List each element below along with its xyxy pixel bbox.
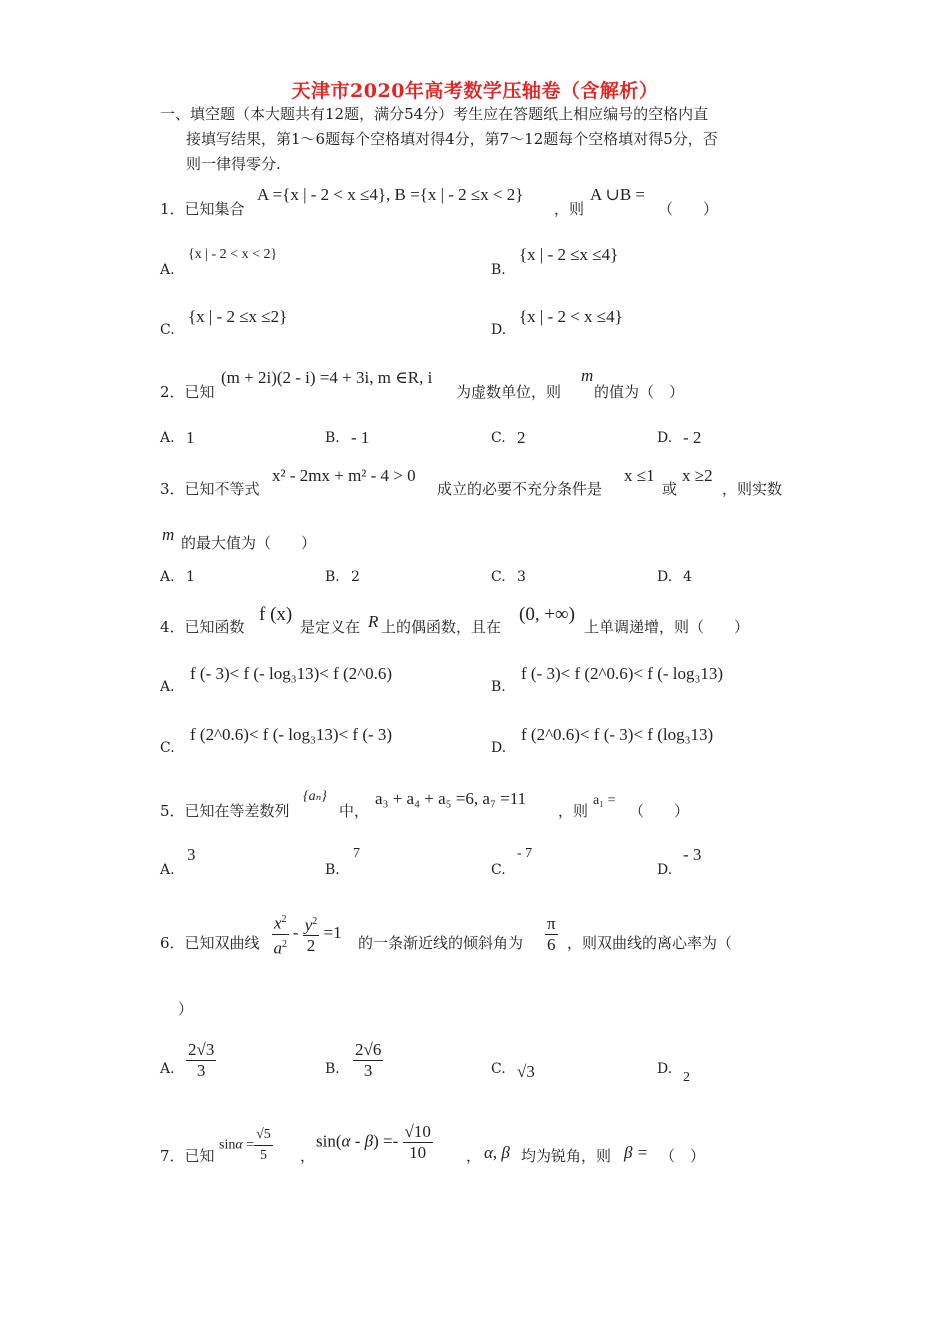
q4-option-c: f (2^0.6)< f (- log₃13)< f (- 3) [190,725,393,744]
question-6-prefix: 6．已知双曲线 [160,934,260,952]
question-1-prefix: 1．已知集合 [160,200,245,218]
question-4-math: f (x) [259,604,293,625]
question-5-math: {aₙ} [303,789,327,804]
q2-option-d: - 2 [683,428,702,447]
question-2-math: (m + 2i)(2 - i) =4 + 3i, m ∈R, i [221,368,433,387]
q1-option-b: {x | - 2 ≤x ≤4} [519,245,619,264]
q3-option-b: 2 [351,569,360,585]
question-3-math: x² - 2mx + m² - 4 > 0 [272,466,416,485]
q4-option-b: f (- 3)< f (2^0.6)< f (- log₃13) [521,664,724,683]
question-7-math: sinα = $\frac{√5}{5}$ [219,1127,271,1163]
q6-option-c: √3 [517,1062,535,1081]
question-3-mid: 成立的必要不充分条件是 [437,480,603,498]
q2-option-c: 2 [517,428,526,447]
q5-option-c: - 7 [517,846,533,861]
question-4-mid2: 上的偶函数，且在 [381,618,502,636]
question-1-suffix: （ ） [658,200,719,218]
q1-option-d: {x | - 2 < x ≤4} [519,307,623,326]
question-2-mid: 为虚数单位，则 [456,383,562,401]
q1-option-a: {x | - 2 < x < 2} [188,247,278,262]
question-5-prefix: 5．已知在等差数列 [160,802,290,820]
question-6-line2: ） [178,1000,194,1018]
q3-option-c-label: C. [491,569,506,585]
q1-option-a-label: A. [160,262,175,278]
question-7-suffix: 均为锐角，则 [521,1147,612,1165]
question-2-suffix: 的值为（ ） [594,383,685,401]
question-3-or: 或 [662,480,678,498]
question-5-suffix2: （ ） [629,802,690,820]
question-7-prefix: 7．已知 [160,1147,215,1165]
q1-option-c: {x | - 2 ≤x ≤2} [188,307,288,326]
question-7-mid: ， [300,1147,316,1165]
q4-option-a: f (- 3)< f (- log₃13)< f (2^0.6) [190,664,393,683]
q6-option-b-label: B. [325,1061,340,1077]
q5-option-d: - 3 [683,845,702,864]
question-7-math3: α, β [484,1143,510,1162]
question-6-suffix: ，则双曲线的离心率为（ [567,934,733,952]
section-header-line2: 接填写结果，第1～6题每个空格填对得4分，第7～12题每个空格填对得5分，否 [186,130,718,148]
question-2-math2: m [581,366,594,385]
q3-option-c: 3 [517,569,526,585]
q1-option-c-label: C. [160,322,175,338]
question-5-suffix: ，则 [558,802,589,820]
q5-option-b-label: B. [325,862,340,878]
question-1-math2: A ∪B = [590,185,646,204]
q2-option-b: - 1 [351,428,370,447]
q5-option-a: 3 [187,845,196,864]
question-4-suffix: 上单调递增，则（ ） [584,618,750,636]
q6-option-d-label: D. [657,1061,673,1077]
q6-option-b: $\frac{2√6}{3}$ [355,1040,382,1080]
q4-option-c-label: C. [160,740,175,756]
question-4-mid: 是定义在 [300,618,361,636]
q5-option-d-label: D. [657,862,673,878]
q3-option-b-label: B. [325,569,340,585]
question-4-math2: R [368,612,379,631]
question-5-math3: a₁ = [593,793,616,808]
question-3-math2: x ≤1 [624,466,655,485]
question-2-prefix: 2．已知 [160,383,215,401]
q6-option-c-label: C. [491,1061,506,1077]
q5-option-b: 7 [353,846,360,861]
question-7-mid2: ， [466,1147,482,1165]
q6-option-a: $\frac{2√3}{3}$ [188,1040,215,1080]
q4-option-a-label: A. [160,679,175,695]
q4-option-d-label: D. [491,740,507,756]
question-1-mid: ，则 [554,200,585,218]
q3-option-d: 4 [683,569,692,585]
q1-option-b-label: B. [491,262,506,278]
question-4-prefix: 4．已知函数 [160,618,245,636]
q3-option-a-label: A. [160,569,175,585]
q2-option-d-label: D. [657,430,673,446]
question-6-math: $\frac{x^2}{a^2}$ - $\frac{y^2}{2}$ =1 [272,910,342,958]
q2-option-a: 1 [186,428,195,447]
question-3-line2: 的最大值为（ ） [181,534,317,552]
question-7-math2: sin(α - β) =- $\frac{√10}{10}$ [316,1122,431,1162]
question-5-mid: 中， [339,802,370,820]
q6-option-a-label: A. [160,1061,175,1077]
q2-option-c-label: C. [491,430,506,446]
q4-option-d: f (2^0.6)< f (- 3)< f (log₃13) [521,725,714,744]
question-5-math2: a₃ + a₄ + a₅ =6, a₇ =11 [375,789,527,808]
question-1-math: A ={x | - 2 < x ≤4}, B ={x | - 2 ≤x < 2} [257,185,524,204]
question-6-math2: $\frac{\pi}{6}$ [547,914,556,954]
section-header-line3: 则一律得零分. [186,155,281,173]
q3-option-a: 1 [186,569,195,585]
question-7-suffix2: （ ） [660,1147,706,1165]
q2-option-b-label: B. [325,430,340,446]
q6-option-d: 2 [683,1070,690,1085]
question-6-mid: 的一条渐近线的倾斜角为 [358,934,524,952]
question-7-math4: β = [624,1143,649,1162]
q1-option-d-label: D. [491,322,507,338]
q3-option-d-label: D. [657,569,673,585]
q2-option-a-label: A. [160,430,175,446]
question-4-math3: (0, +∞) [519,604,575,625]
q5-option-a-label: A. [160,862,175,878]
q4-option-b-label: B. [491,679,506,695]
question-3-math3: x ≥2 [682,466,713,485]
question-3-prefix: 3．已知不等式 [160,480,260,498]
section-header-line1: 一、填空题（本大题共有12题，满分54分）考生应在答题纸上相应编号的空格内直 [160,105,709,123]
page-title: 天津市2020年高考数学压轴卷（含解析） [291,80,659,102]
question-3-suffix: ，则实数 [722,480,783,498]
question-3-line2-math: m [162,525,175,544]
q5-option-c-label: C. [491,862,506,878]
